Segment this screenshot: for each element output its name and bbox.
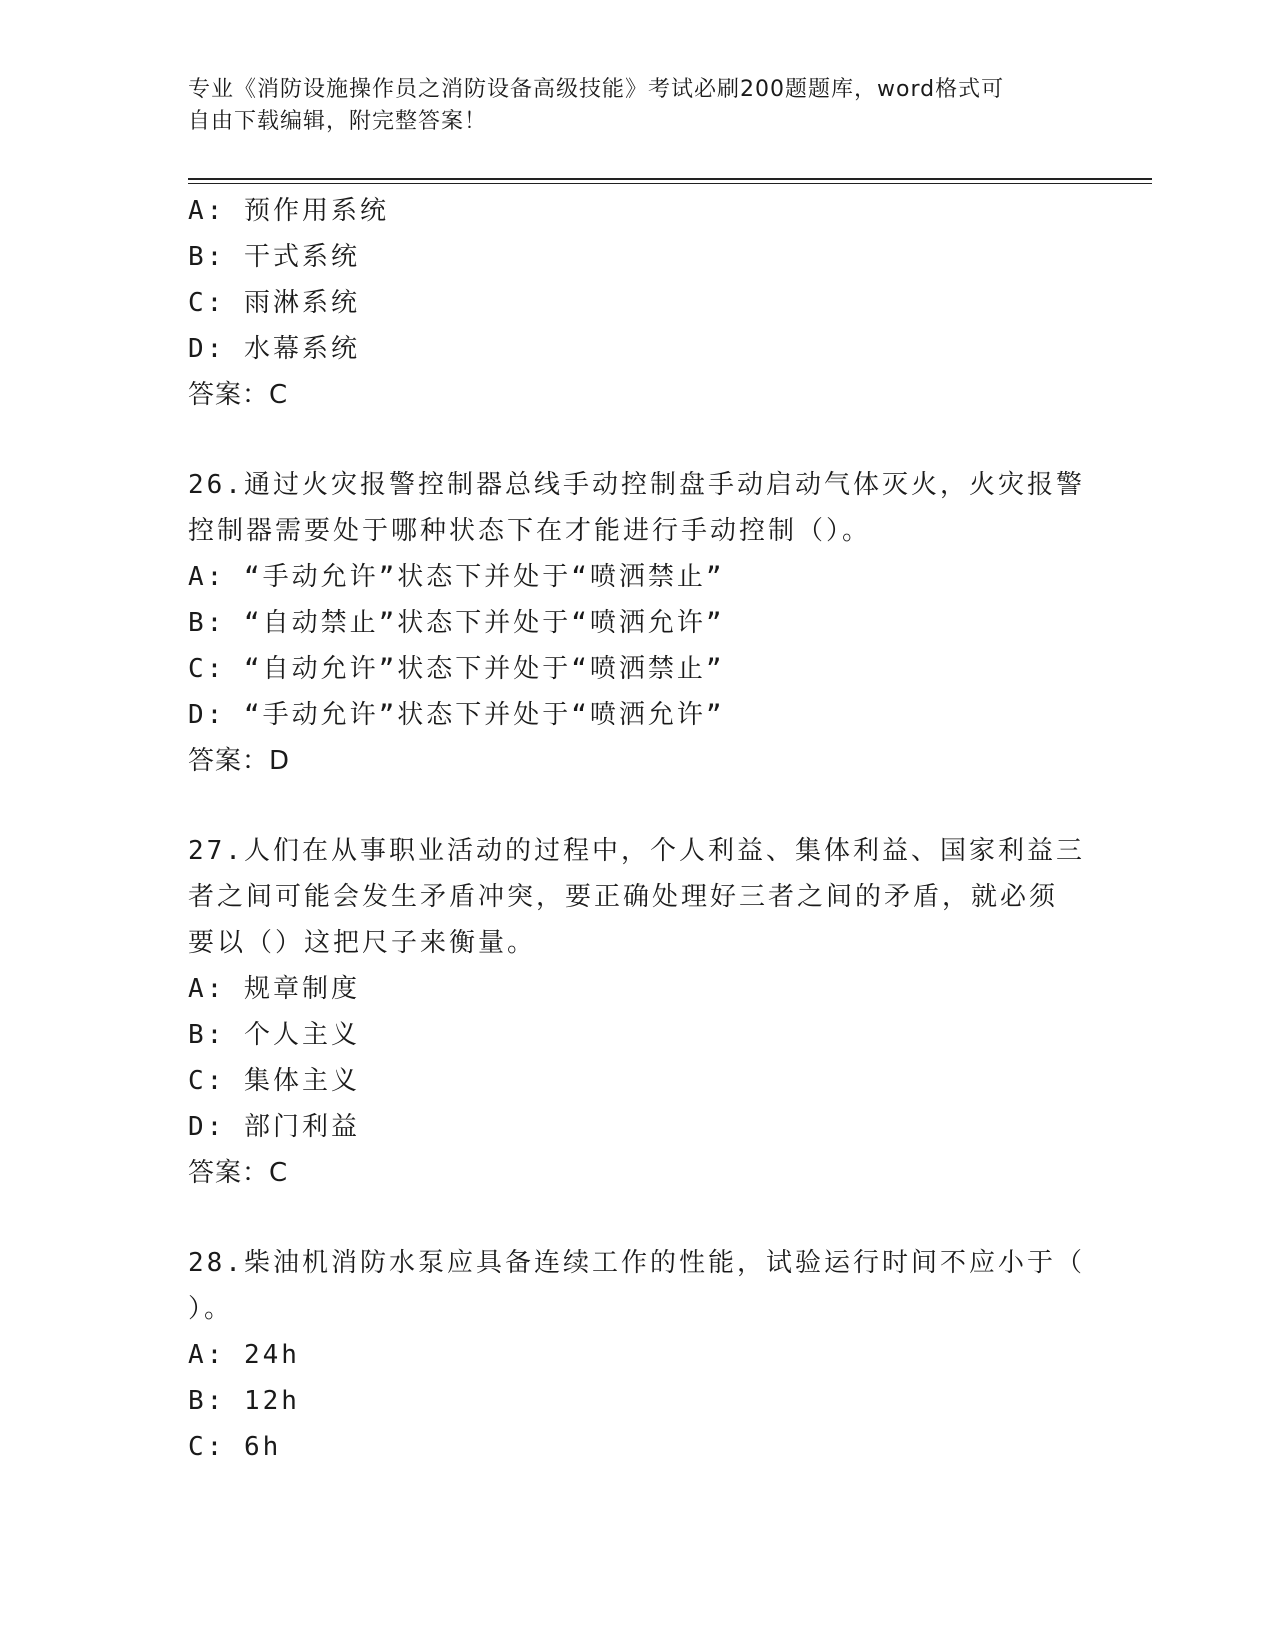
spacer	[188, 418, 1088, 462]
option-a: A: “手动允许”状态下并处于“喷洒禁止”	[188, 562, 725, 592]
question-26	[188, 462, 1088, 784]
option-b: B: 干式系统	[188, 242, 360, 272]
option-a: A: 预作用系统	[188, 196, 389, 226]
question-stem: ）。	[188, 1294, 234, 1324]
option-b: B: 12h	[188, 1386, 300, 1416]
question-25-continued	[188, 188, 1088, 418]
option-c: C: “自动允许”状态下并处于“喷洒禁止”	[188, 654, 725, 684]
question-stem: 要以（）这把尺子来衡量。	[188, 928, 537, 958]
header-line-2: 自由下载编辑，附完整答案！	[188, 109, 488, 134]
option-a: A: 24h	[188, 1340, 300, 1370]
answer-line: 答案：D	[188, 746, 291, 776]
option-d: D: 部门利益	[188, 1112, 360, 1142]
option-c: C: 集体主义	[188, 1066, 360, 1096]
question-list	[188, 188, 1088, 1470]
option-b: B: “自动禁止”状态下并处于“喷洒允许”	[188, 608, 725, 638]
option-b: B: 个人主义	[188, 1020, 360, 1050]
answer-line: 答案：C	[188, 1158, 289, 1188]
answer-line: 答案：C	[188, 380, 289, 410]
option-a: A: 规章制度	[188, 974, 360, 1004]
question-stem: 26.通过火灾报警控制器总线手动控制盘手动启动气体灭火，火灾报警	[188, 470, 1085, 500]
spacer	[188, 1196, 1088, 1240]
question-28	[188, 1240, 1088, 1470]
question-stem: 27.人们在从事职业活动的过程中，个人利益、集体利益、国家利益三	[188, 836, 1085, 866]
document-header	[188, 74, 1068, 138]
question-stem: 者之间可能会发生矛盾冲突，要正确处理好三者之间的矛盾，就必须	[188, 882, 1059, 912]
option-d: D: “手动允许”状态下并处于“喷洒允许”	[188, 700, 725, 730]
question-stem: 控制器需要处于哪种状态下在才能进行手动控制（）。	[188, 516, 872, 546]
question-stem: 28.柴油机消防水泵应具备连续工作的性能，试验运行时间不应小于（	[188, 1248, 1085, 1278]
spacer	[188, 784, 1088, 828]
option-c: C: 6h	[188, 1432, 282, 1462]
header-rule-thin	[188, 183, 1152, 184]
header-line-1: 专业《消防设施操作员之消防设备高级技能》考试必刷200题题库，word格式可	[188, 77, 1005, 102]
option-d: D: 水幕系统	[188, 334, 360, 364]
header-rule-thick	[188, 178, 1152, 180]
option-c: C: 雨淋系统	[188, 288, 360, 318]
question-27	[188, 828, 1088, 1196]
